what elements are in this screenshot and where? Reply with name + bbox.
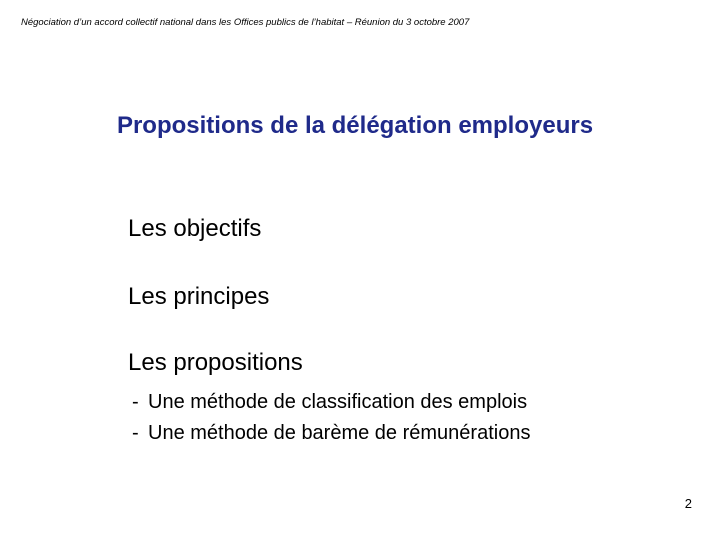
page-number: 2 xyxy=(684,496,692,511)
sub-item-label: Une méthode de barème de rémunérations xyxy=(148,422,531,444)
sub-item-label: Une méthode de classification des emplois xyxy=(148,391,528,413)
propositions-sub-list xyxy=(132,387,530,449)
dash-bullet: - xyxy=(132,391,139,413)
dash-bullet: - xyxy=(132,422,139,444)
sub-item-bareme xyxy=(132,418,530,449)
slide-title: Propositions de la délégation employeurs xyxy=(116,112,594,139)
agenda-item-objectifs: Les objectifs xyxy=(128,215,262,242)
agenda-item-propositions: Les propositions xyxy=(128,349,303,376)
header-note: Négociation d’un accord collectif national dans les Offices publics de l’habitat – Réunion du 3 octobre 2007 xyxy=(21,17,470,28)
sub-item-classification xyxy=(132,387,530,418)
agenda-item-principes: Les principes xyxy=(128,283,270,310)
